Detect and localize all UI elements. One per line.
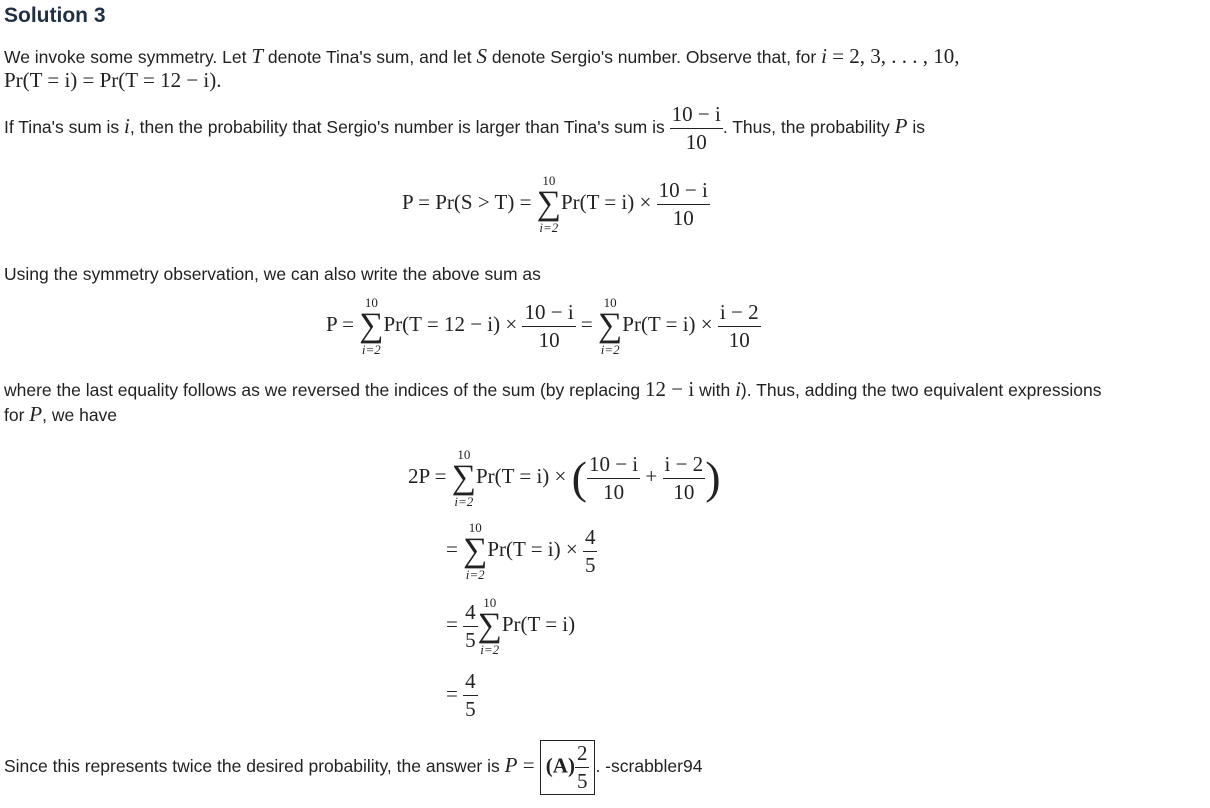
eq3-line3-fraction: $\frac{4}{5}$ <box>465 599 476 652</box>
reversal-text-e: , we have <box>42 405 118 425</box>
eq2-term1: Pr(T = 12 − i) × <box>383 311 523 336</box>
intro-text-a: We invoke some symmetry. Let <box>4 47 252 67</box>
intro-text-b: denote Tina's sum, and let <box>263 47 477 67</box>
reversal-paragraph <box>4 377 1102 402</box>
var-P: P <box>894 114 908 139</box>
summation-symbol: 10 ∑ i=2 <box>451 447 476 509</box>
final-text: Since this represents twice the desired probability, the answer is <box>4 756 505 777</box>
prob-text-b: , then the probability that Sergio's number is larger than Tina's sum is <box>129 117 670 138</box>
solution-heading: Solution 3 <box>4 4 106 27</box>
answer-fraction: $\frac{2}{5}$ <box>576 741 588 793</box>
var-i: i <box>735 377 741 401</box>
intro-paragraph <box>4 44 960 69</box>
eq3-line3-term: Pr(T = i) <box>501 611 576 636</box>
prob-text-c: . Thus, the probability <box>722 117 895 138</box>
boxed-answer <box>540 740 596 795</box>
left-paren: ( <box>571 452 587 503</box>
fraction-10-minus-i-over-10: $\frac{10 - i}{10}$ <box>671 102 721 154</box>
symmetry-statement: Pr(T = i) = Pr(T = 12 − i). <box>4 68 222 92</box>
expr-12-minus-i: 12 − i <box>645 377 695 401</box>
symmetry-paragraph: Using the symmetry observation, we can also write the above sum as <box>4 264 541 284</box>
eq2-lhs: P = <box>326 311 360 336</box>
probability-paragraph <box>4 104 925 153</box>
var-P: P <box>29 402 43 426</box>
eq2-fraction2: $\frac{i - 2}{10}$ <box>719 299 759 352</box>
final-answer-line <box>4 740 702 795</box>
reversal-text-d: for <box>4 405 30 425</box>
summation-symbol: 10 ∑ i=2 <box>359 295 384 357</box>
prob-text-d: is <box>907 117 925 138</box>
var-i: i <box>124 114 130 139</box>
intro-text-c: denote Sergio's number. Observe that, for <box>487 47 822 67</box>
eq3-plus: + <box>640 463 663 488</box>
eq2-equals: = <box>575 311 599 336</box>
var-i: i <box>821 44 827 68</box>
eq1-fraction: $\frac{10 - i}{10}$ <box>658 177 708 230</box>
eq3-line3-equals: = <box>446 611 464 636</box>
eq3-line2-fraction: $\frac{4}{5}$ <box>584 524 596 577</box>
equation-2P-line1 <box>408 448 721 508</box>
equation-2P-line4 <box>446 671 478 720</box>
equation-2P-line2 <box>446 521 597 581</box>
eq2-term2: Pr(T = i) × <box>622 311 718 336</box>
eq3-term: Pr(T = i) × <box>476 463 572 488</box>
right-paren: ) <box>705 452 721 503</box>
eq1-term: Pr(T = i) × <box>560 189 657 214</box>
reversal-paragraph-line2 <box>4 402 117 427</box>
equation-symmetric-sum <box>326 296 761 356</box>
final-equals: = <box>517 753 540 778</box>
eq3-fraction2: $\frac{i - 2}{10}$ <box>664 451 704 504</box>
index-range: = 2, 3, . . . , 10, <box>826 44 960 68</box>
eq1-lhs: P = Pr(S > T) = <box>402 189 537 214</box>
answer-choice: (A) <box>545 753 575 778</box>
eq2-fraction1: $\frac{10 - i}{10}$ <box>524 299 574 352</box>
eq3-lhs: 2P = <box>408 463 452 488</box>
var-P: P <box>504 753 518 778</box>
summation-symbol: 10 ∑ i=2 <box>598 295 623 357</box>
prob-text-a: If Tina's sum is <box>4 117 125 138</box>
equation-P-definition <box>402 174 710 234</box>
eq3-line4-fraction: $\frac{4}{5}$ <box>465 669 476 721</box>
eq3-line2-term: Pr(T = i) × <box>487 536 583 561</box>
var-S: S <box>476 44 488 68</box>
author-signature: . -scrabbler94 <box>595 756 703 777</box>
eq3-line2-equals: = <box>446 536 464 561</box>
equation-2P-line3 <box>446 596 575 656</box>
eq3-line4-equals: = <box>446 681 464 706</box>
eq3-fraction1: $\frac{10 - i}{10}$ <box>588 451 639 504</box>
reversal-text-a: where the last equality follows as we reversed the indices of the sum (by replacing <box>4 380 646 400</box>
var-T: T <box>251 44 264 68</box>
reversal-text-c: ). Thus, adding the two equivalent expressions <box>740 380 1102 400</box>
reversal-text-b: with <box>694 380 736 400</box>
summation-symbol: 10 ∑ i=2 <box>536 173 561 235</box>
summation-symbol: 10 ∑ i=2 <box>463 520 488 582</box>
summation-symbol: 10 ∑ i=2 <box>477 595 502 657</box>
